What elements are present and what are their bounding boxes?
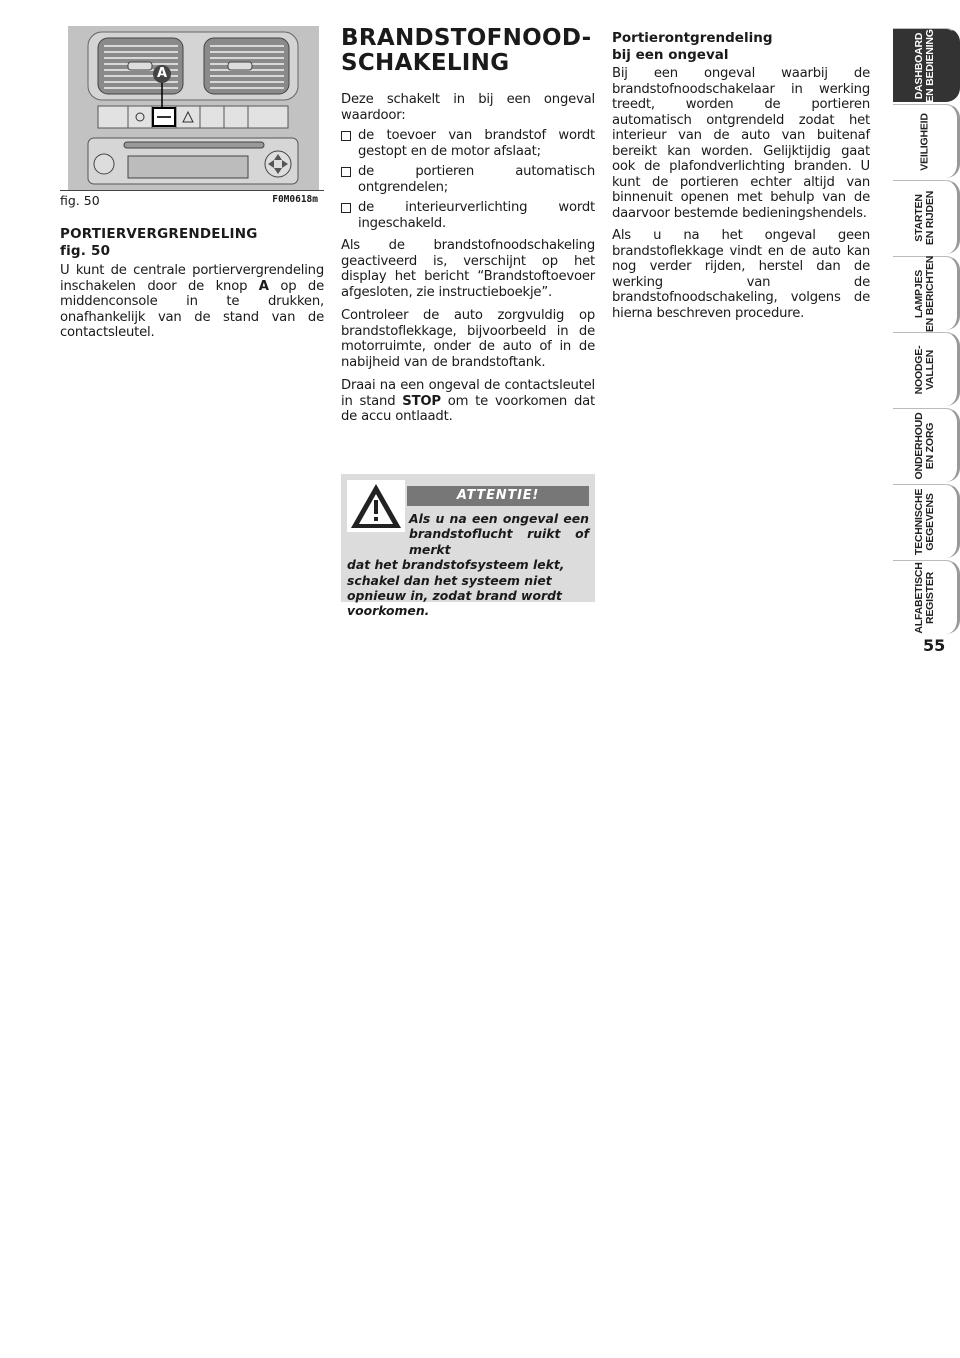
intro-paragraph: Deze schakelt in bij een ongeval waardoor: [341,92,595,123]
page-title [341,26,592,76]
heading-line: Portierontgrendeling [612,30,773,46]
warning-text-indented: Als u na een ongeval een brandstoflucht ruikt of merkt [409,511,589,557]
figure-caption: fig. 50 [60,193,100,208]
section-door-locking [60,226,324,341]
paragraph [60,263,324,341]
section-door-unlock-accident [612,30,870,328]
section-heading [60,226,324,260]
heading-line: bij een ongeval [612,46,729,63]
tab-technical-data[interactable] [893,484,960,558]
paragraph: Als u na het ongeval geen brandstoflekkage vindt en de auto kan nog verder rijden, herstel dan de werking van de brandstofnoodschakeling, volgens de hierna beschreven procedure. [612,228,870,321]
section-fuel-cutoff [341,92,595,433]
heading-line: PORTIERVERGRENDELING [60,226,258,242]
warning-box [341,474,595,619]
text: op de middenconsole in te drukken, onafhankelijk van de stand van de contactsleutel. [60,278,324,340]
tab-label: ALFABETISCH REGISTER [913,561,936,634]
tab-label: NOODGE- VALLEN [913,345,936,394]
tab-emergencies[interactable] [893,332,960,406]
tab-label: VEILIGHEID [918,112,931,171]
figure-dashboard-console [68,26,319,190]
paragraph: Bij een ongeval waarbij de brandstofnoodschakelaar in werking treedt, worden de portieren automatisch ontgrendeld zodat het interieur van de auto van buitenaf bereikt kan worden. Gelijktijdig gaat ook de plafondverlichting branden. U kunt de portieren echter altijd van binnenuit openen met behulp van de daarvoor bestemde bedieningshendels. [612,66,870,221]
figure-caption-bar [60,190,324,211]
tab-warning-lights[interactable] [893,256,960,330]
checkbox-bullet-icon [341,167,351,177]
list-item [341,200,595,231]
tab-maintenance[interactable] [893,408,960,482]
list-item [341,128,595,159]
text: Draai na een ongeval de contactsleutel in stand [341,378,595,409]
tab-label: ONDERHOUD EN ZORG [913,411,936,480]
tab-label: TECHNISCHE GEGEVENS [913,488,936,555]
console-illustration [68,26,319,190]
tab-label: STARTEN EN RIJDEN [913,190,936,245]
heading-figure-ref: fig. 50 [60,243,111,259]
tab-dashboard[interactable] [893,28,960,102]
tab-label: LAMPJES EN BERICHTEN [913,255,936,332]
tab-index[interactable] [893,560,960,634]
tab-safety[interactable] [893,104,960,178]
title-line: BRANDSTOFNOOD- [341,25,592,51]
list-item-text: de interieurverlichting wordt ingeschakeld. [358,200,595,231]
button-reference: A [258,278,269,294]
text: om te voorkomen dat de accu ontlaadt. [341,393,595,424]
figure-marker-label: A [156,66,168,81]
list-item-text: de toevoer van brandstof wordt gestopt en de motor afslaat; [358,128,595,159]
list-item-text: de portieren automatisch ontgrendelen; [358,164,595,195]
paragraph: Als de brandstofnoodschakeling geactiveerd is, verschijnt op het display het bericht “Brandstoftoevoer afgesloten, zie instructieboekje”. [341,238,595,300]
list-item [341,164,595,195]
chapter-tabs [893,28,960,636]
section-heading [612,30,870,63]
warning-text [347,511,589,619]
tab-starting-driving[interactable] [893,180,960,254]
warning-banner: ATTENTIE! [407,486,589,506]
title-line: SCHAKELING [341,50,510,76]
page-number: 55 [923,636,946,655]
figure-code: F0M0618m [272,194,318,205]
checkbox-bullet-icon [341,203,351,213]
tab-label: DASHBOARD EN BEDIENING [913,28,936,103]
text: U kunt de centrale portiervergrendeling inschakelen door de knop [60,263,324,294]
warning-text-rest: dat het brandstofsysteem lekt, schakel dan het systeem niet opnieuw in, zodat brand wordt voorkomen. [347,557,565,619]
paragraph [341,378,595,425]
checkbox-bullet-icon [341,131,351,141]
key-position: STOP [402,393,441,409]
paragraph: Controleer de auto zorgvuldig op brandstoflekkage, bijvoorbeeld in de motorruimte, onder de auto of in de nabijheid van de brandstoftank. [341,308,595,370]
